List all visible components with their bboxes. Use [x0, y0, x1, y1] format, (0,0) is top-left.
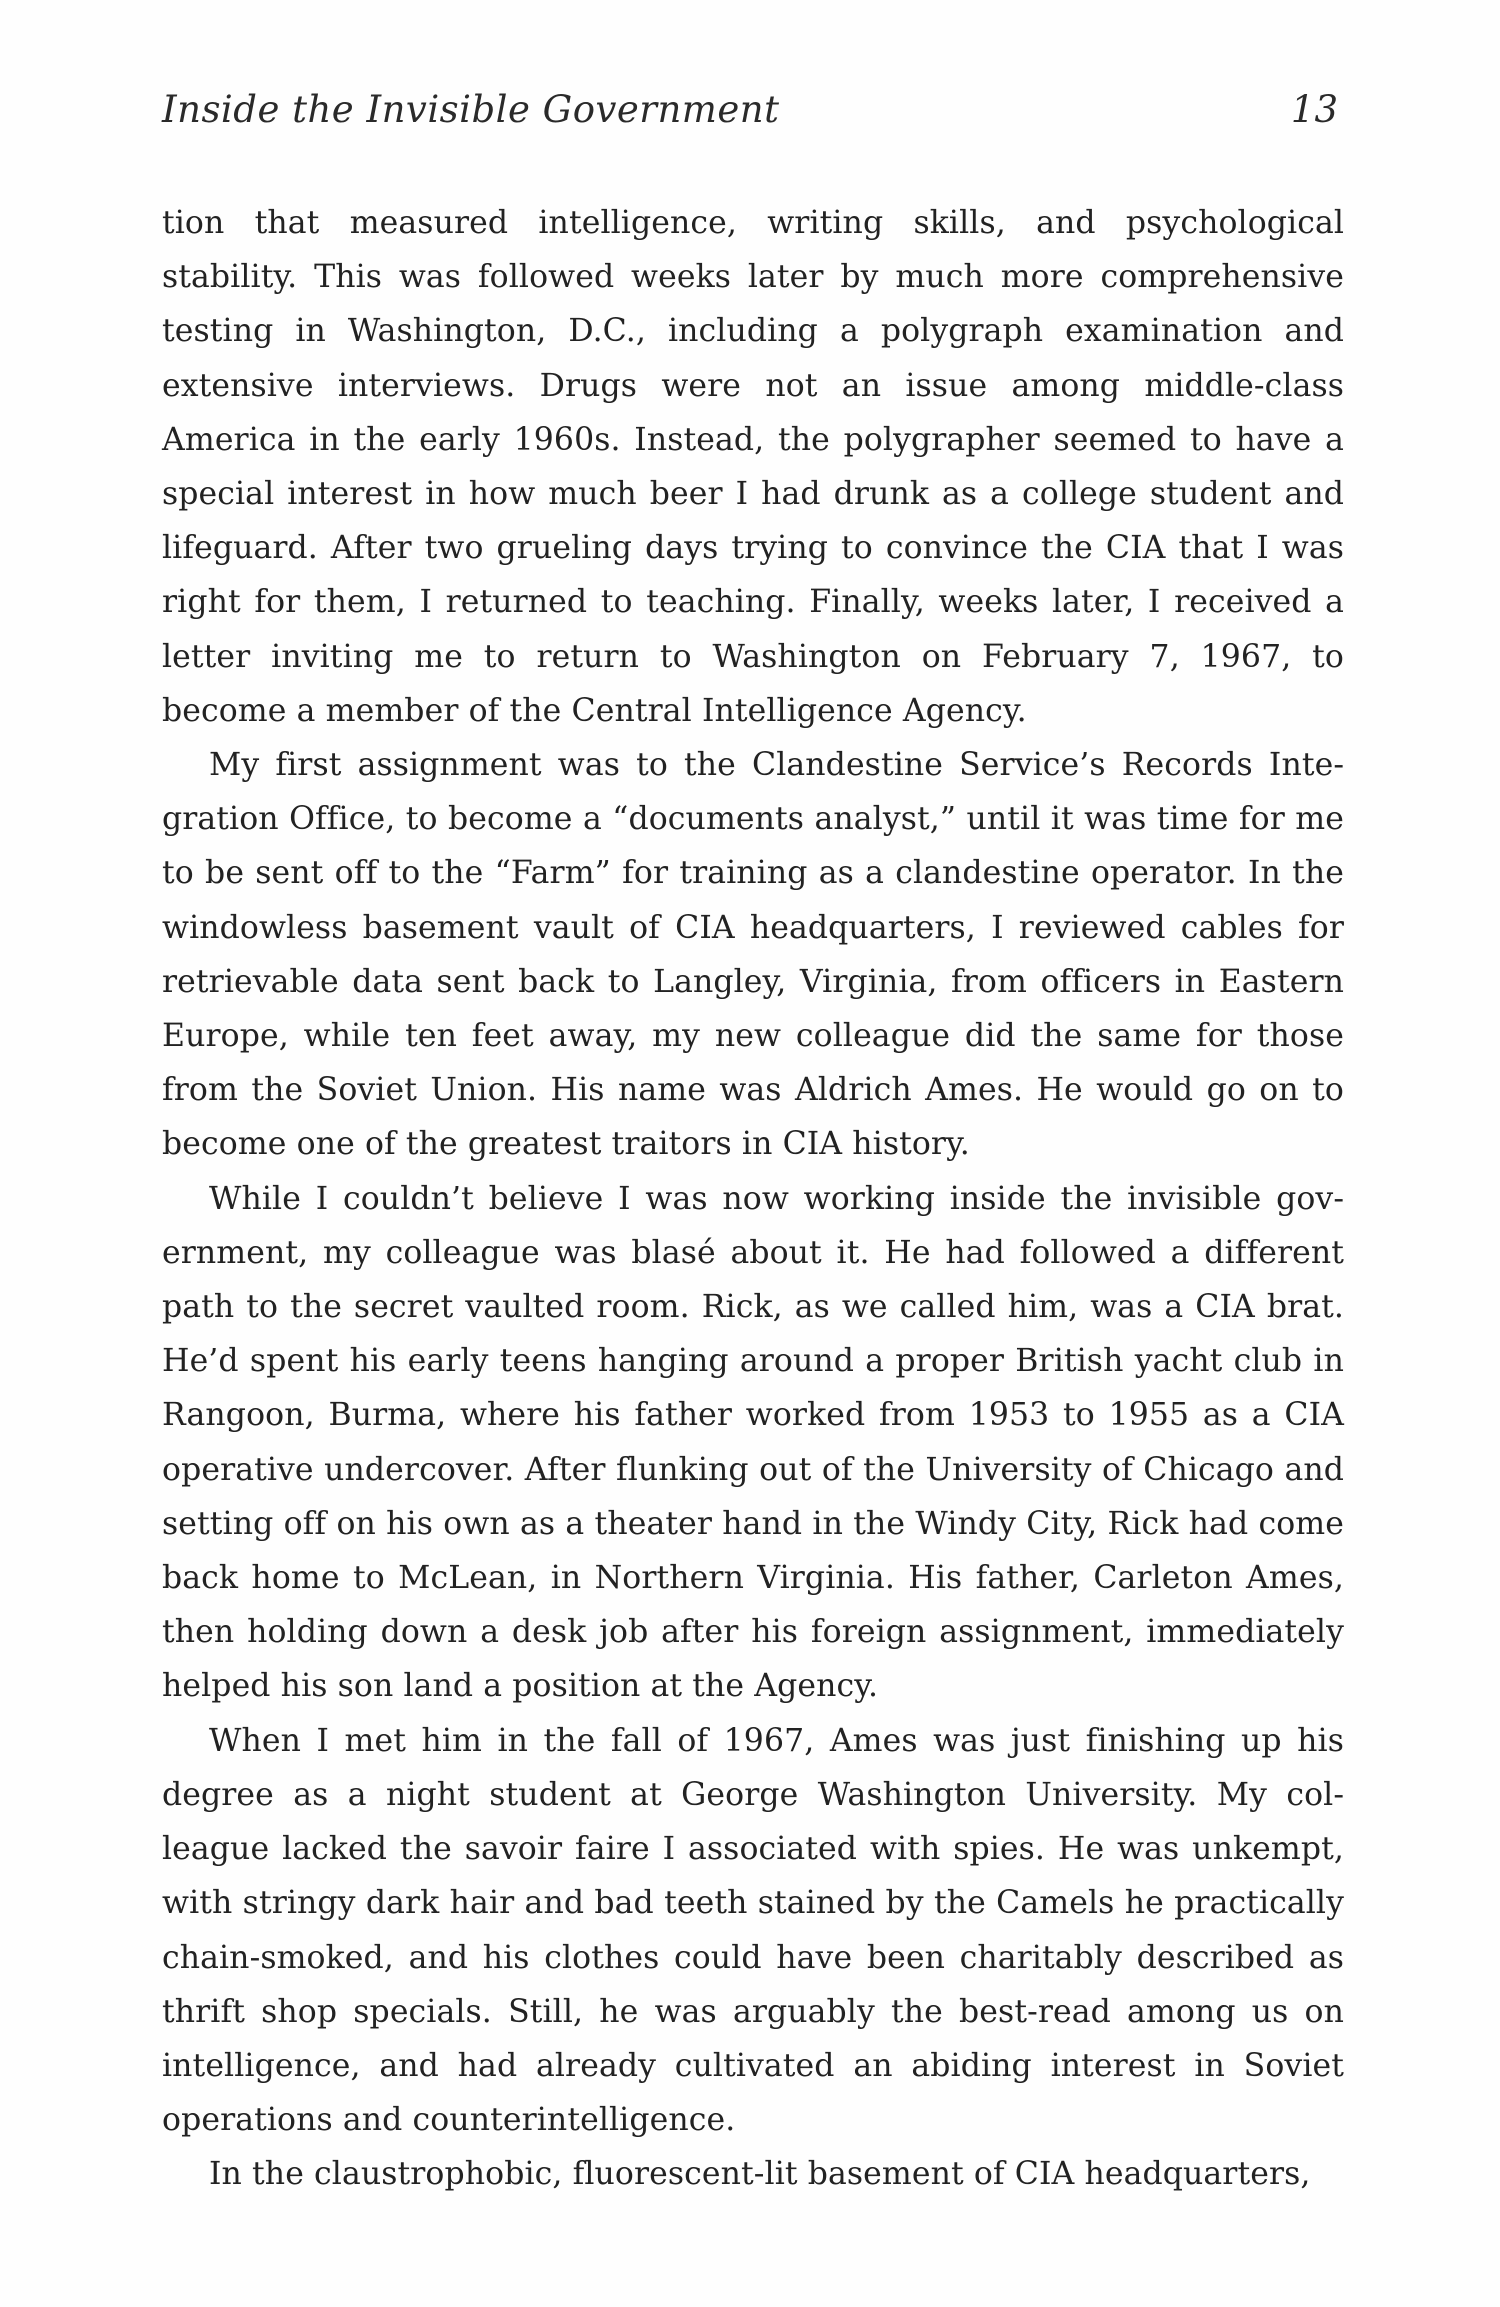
- paragraph-3: While I couldn’t believe I was now working inside the invisible government, my colleague was blasé about it. He had followed a different path to the secret vaulted room. Rick, as we called him, was a CIA brat. He’d spent his early teens hanging around a proper British yacht club in Rangoon, Burma, where his father worked from 1953 to 1955 as a CIA operative undercover. After flunking out of the University of Chicago and setting off on his own as a theater hand in the Windy City, Rick had come back home to McLean, in Northern Virginia. His father, Carleton Ames, then holding down a desk job after his foreign assignment, immediately helped his son land a position at the Agency.: [162, 1180, 1344, 1705]
- running-head: [162, 88, 1338, 148]
- paragraph-1: tion that measured intelligence, writing skills, and psychological stability. This was followed weeks later by much more comprehensive testing in Washington, D.C., including a polygraph examination and extensive interviews. Drugs were not an issue among middle-class America in the early 1960s. Instead, the polygrapher seemed to have a special interest in how much beer I had drunk as a college student and lifeguard. After two grueling days trying to convince the CIA that I was right for them, I returned to teaching. Finally, weeks later, I received a letter inviting me to return to Washington on February 7, 1967, to become a member of the Central Intelligence Agency.: [162, 205, 1344, 729]
- page-number: 13: [1290, 88, 1338, 131]
- paragraph-5: In the claustrophobic, fluorescent-lit basement of CIA headquarters,: [209, 2156, 1311, 2193]
- paragraph-2: My first assignment was to the Clandestine Service’s Records Integration Office, to become a “documents analyst,” until it was time for me to be sent off to the “Farm” for training as a clandestine operator. In the windowless basement vault of CIA headquarters, I reviewed cables for retrievable data sent back to Langley, Virginia, from officers in Eastern Europe, while ten feet away, my new colleague did the same for those from the Soviet Union. His name was Aldrich Ames. He would go on to become one of the greatest traitors in CIA history.: [162, 747, 1344, 1163]
- paragraph-4: When I met him in the fall of 1967, Ames was just finishing up his degree as a night student at George Washington University. My colleague lacked the savoir faire I associated with spies. He was unkempt, with stringy dark hair and bad teeth stained by the Camels he practically chain-smoked, and his clothes could have been charitably described as thrift shop specials. Still, he was arguably the best-read among us on intelligence, and had already cultivated an abiding interest in Soviet operations and counterintelligence.: [162, 1722, 1344, 2139]
- body-text: [162, 196, 1344, 2202]
- running-head-title: Inside the Invisible Government: [162, 88, 780, 131]
